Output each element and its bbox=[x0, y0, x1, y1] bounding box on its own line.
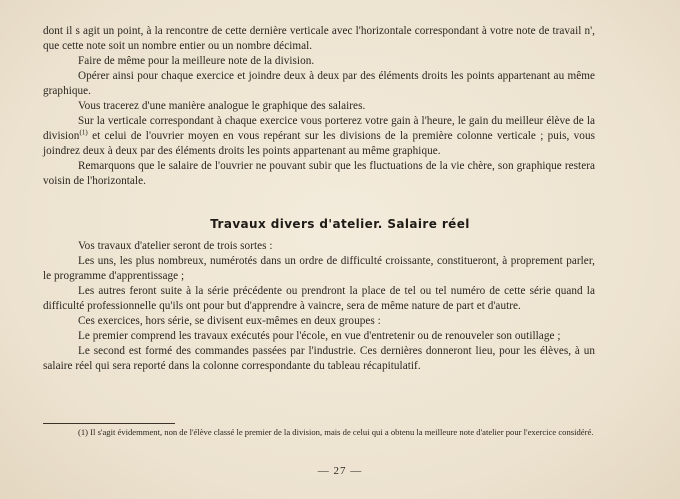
paragraph-first-group: Le premier comprend les travaux exécutés pour l'école, en vue d'entretenir ou de renouveler son outillage ; bbox=[78, 330, 561, 342]
paragraph-first-kind: Les uns, les plus nombreux, numérotés dans un ordre de difficulté croissante, constitueront, à proprement parler, le programme d'apprentissage ; bbox=[43, 255, 595, 282]
paragraph-second-kind: Les autres feront suite à la série précédente ou prendront la place de tel ou tel numéro de cette série quand la difficulté professionnelle qu'ils ont pour but d'apprendre à vaincre, sera de même nature de part et d'autre. bbox=[43, 285, 595, 312]
paragraph-continuation: dont il s agit un point, à la rencontre de cette dernière verticale avec l'horizontale correspondant à votre note de travail n', que cette note soit un nombre entier ou un nombre décimal. bbox=[43, 25, 595, 52]
vertical-gain-text-end: et celui de l'ouvrier moyen en vous repérant sur les divisions de la première colonne verticale ; puis, vous joindrez deux à deux par des éléments droits les points appartenant au même graphique. bbox=[43, 130, 595, 157]
bottom-text-block bbox=[43, 239, 595, 374]
section-heading: Travaux divers d'atelier. Salaire réel bbox=[210, 217, 470, 231]
paragraph-remark: Remarquons que le salaire de l'ouvrier ne pouvant subir que les fluctuations de la vie chère, son graphique restera voisin de l'horizontale. bbox=[43, 160, 595, 187]
footnote: (1) Il s'agit évidemment, non de l'élève classé le premier de la division, mais de celui qui a obtenu la meilleure note d'atelier pour l'exercice considéré. bbox=[78, 427, 594, 437]
footnote-reference: (1) bbox=[79, 128, 88, 137]
footnote-divider bbox=[43, 423, 175, 424]
vertical-gain-text-start: Sur la verticale correspondant à chaque exercice vous porterez votre gain à l'heure, le gain du meilleur élève de la division bbox=[43, 115, 595, 142]
top-text-block bbox=[43, 24, 595, 189]
paragraph-salary-graph: Vous tracerez d'une manière analogue le graphique des salaires. bbox=[78, 100, 366, 112]
paragraph-second-group: Le second est formé des commandes passées par l'industrie. Ces dernières donneront lieu, pour les élèves, à un salaire réel qui sera reporté dans la colonne correspondante du tableau récapitulatif. bbox=[43, 345, 595, 372]
paragraph-three-kinds: Vos travaux d'atelier seront de trois sortes : bbox=[78, 240, 273, 252]
paragraph-each-exercise: Opérer ainsi pour chaque exercice et joindre deux à deux par des éléments droits les points appartenant au même graphique. bbox=[43, 70, 595, 97]
paragraph-best-note: Faire de même pour la meilleure note de la division. bbox=[78, 55, 315, 67]
paragraph-vertical-gain bbox=[43, 114, 595, 159]
paragraph-two-groups: Ces exercices, hors série, se divisent eux-mêmes en deux groupes : bbox=[78, 315, 381, 327]
page-number: — 27 — bbox=[317, 465, 363, 477]
